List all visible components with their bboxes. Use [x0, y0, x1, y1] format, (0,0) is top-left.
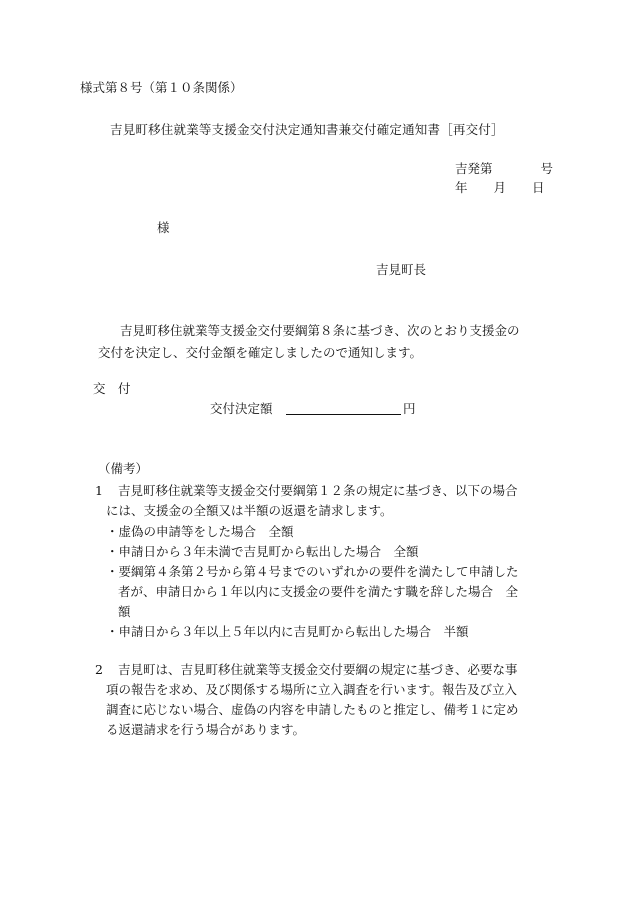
date-month: 月: [493, 180, 507, 195]
note-1-line-2: には、支援金の全額又は半額の返還を請求します。: [106, 503, 393, 518]
issuer-name: 吉見町長: [376, 262, 427, 277]
notes-title: （備考）: [98, 461, 149, 476]
document-number: [455, 163, 553, 176]
grant-amount-unit: 円: [403, 401, 416, 416]
document-number-suffix: 号: [540, 161, 554, 176]
note-2-line-3: 調査に応じない場合、虚偽の内容を申請したものと推定し、備考１に定め: [106, 702, 519, 717]
note-2-number: 2: [95, 662, 103, 677]
document-number-prefix: 吉発第: [455, 161, 493, 176]
note-1-number: 1: [95, 483, 103, 498]
document-date: [455, 182, 545, 195]
grant-amount-label: 交付決定額: [210, 401, 273, 416]
note-1-bullet: ・虚偽の申請等をした場合 全額: [106, 524, 294, 539]
body-line-2: 交付を決定し、交付金額を確定しましたので通知します。: [98, 345, 423, 360]
note-2-line-2: 項の報告を求め、及び関係する場所に立入調査を行います。報告及び立入: [106, 682, 518, 697]
note-2-line-4: る返還請求を行う場合があります。: [106, 722, 306, 737]
date-year: 年: [455, 180, 468, 195]
body-line-1: 吉見町移住就業等支援金交付要綱第８条に基づき、次のとおり支援金の: [120, 323, 520, 338]
grant-amount-underline: [286, 414, 401, 415]
note-1-line-1: 吉見町移住就業等支援金交付要綱第１２条の規定に基づき、以下の場合: [118, 483, 518, 498]
date-day: 日: [532, 180, 545, 195]
note-2-line-1: 吉見町は、吉見町移住就業等支援金交付要綱の規定に基づき、必要な事: [118, 662, 518, 677]
document-title: 吉見町移住就業等支援金交付決定通知書兼交付確定通知書［再交付］: [110, 122, 504, 137]
grant-label: 交 付: [93, 381, 131, 396]
note-1-bullet-continued: 者が、申請日から１年以内に支援金の要件を満たす職を辞した場合 全: [118, 584, 519, 599]
body-paragraph: [98, 320, 553, 364]
note-1-bullet: ・申請日から３年未満で吉見町から転出した場合 全額: [106, 544, 419, 559]
note-1-bullet: ・申請日から３年以上５年以内に吉見町から転出した場合 半額: [106, 624, 469, 639]
note-1-bullet-continued: 額: [118, 604, 131, 619]
recipient-honorific: 様: [157, 220, 170, 235]
note-1-bullet: ・要綱第４条第２号から第４号までのいずれかの要件を満たして申請した: [106, 564, 519, 579]
form-number: 様式第８号（第１０条関係）: [80, 80, 243, 95]
